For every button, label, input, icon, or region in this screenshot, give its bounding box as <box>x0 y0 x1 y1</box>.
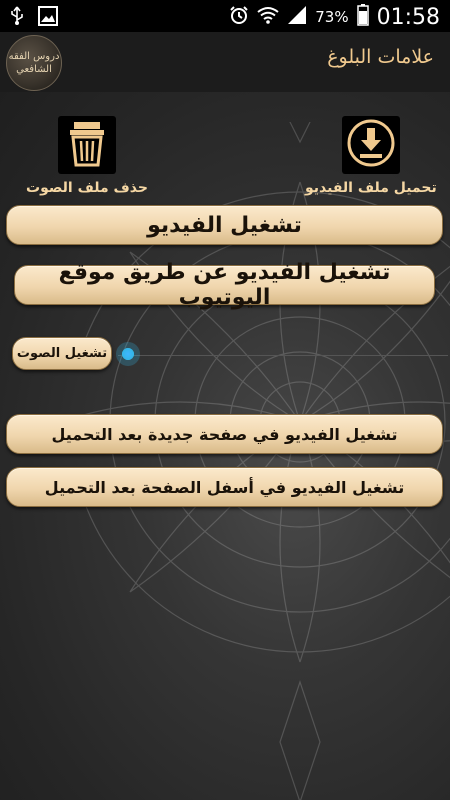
audio-seek-thumb[interactable] <box>116 342 140 366</box>
usb-icon <box>10 6 24 30</box>
alarm-icon <box>229 5 249 29</box>
page-title: علامات البلوغ <box>327 46 434 68</box>
clock: 01:58 <box>376 4 440 30</box>
image-icon <box>38 6 58 30</box>
download-icon-box[interactable] <box>342 116 400 174</box>
signal-icon <box>287 5 307 29</box>
download-video-label: تحميل ملف الفيديو <box>305 180 437 196</box>
play-youtube-button[interactable]: تشغيل الفيديو عن طريق موقع اليوتيوب <box>14 265 435 305</box>
trash-icon <box>64 118 110 172</box>
play-new-page-button[interactable]: تشغيل الفيديو في صفحة جديدة بعد التحميل <box>6 414 443 454</box>
download-video-action[interactable] <box>305 116 437 196</box>
battery-icon <box>357 4 369 30</box>
app-logo[interactable] <box>6 35 62 91</box>
status-bar <box>0 0 450 32</box>
delete-audio-label: حذف ملف الصوت <box>26 180 148 196</box>
battery-percentage: 73% <box>315 8 349 26</box>
app-bar <box>0 32 450 92</box>
download-icon <box>346 118 396 172</box>
play-bottom-page-button[interactable]: تشغيل الفيديو في أسفل الصفحة بعد التحميل <box>6 467 443 507</box>
logo-text: دروس الفقه الشافعي <box>8 51 60 75</box>
play-audio-button[interactable]: تشغيل الصوت <box>12 337 112 370</box>
delete-audio-action[interactable] <box>26 116 148 196</box>
play-video-button[interactable]: تشغيل الفيديو <box>6 205 443 245</box>
audio-seek-track[interactable] <box>118 355 448 356</box>
delete-icon-box[interactable] <box>58 116 116 174</box>
wifi-icon <box>257 6 279 28</box>
main-content <box>0 92 450 800</box>
